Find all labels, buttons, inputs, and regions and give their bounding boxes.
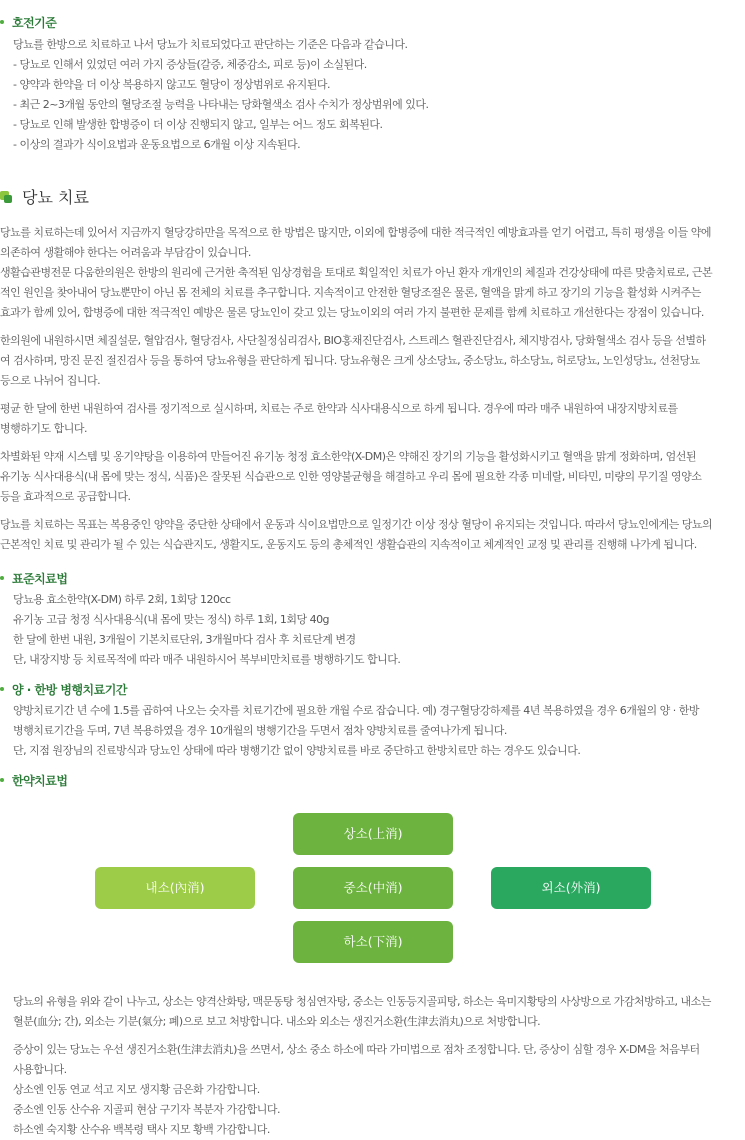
cure-criteria-heading: 호전기준 [0,14,56,31]
herbal-paragraph-2: 증상이 있는 당뇨는 우선 생진거소환(生津去消丸)을 쓰면서, 상소 중소 하소에 따라 가미법으로 점차 조정합니다. 단, 증상이 심할 경우 X-DM을 처음부터 사용합니다. 상소엔 인동 연교 석고 지모 생지황 금은화 가감합니다. 중소엔 인동 산수유 지골피 현삼 구기자 복분자 가감합니다. 하소엔 숙지황 산수유 백복령 택사 지모 황백 가감합니다. [13,1043,700,1136]
leaf-icon [0,191,12,203]
list-item: - 양약과 한약을 더 이상 복용하지 않고도 혈당이 정상범위로 유지된다. [13,78,330,91]
treatment-paragraph-1: 당뇨를 치료하는데 있어서 지금까지 혈당강하만을 목적으로 한 방법은 많지만, 이외에 합병증에 대한 적극적인 예방효과를 얻기 어렵고, 특히 평생을 이들 약에 의존하여 생활해야 한다는 어려움과 부담감이 있습니다. 생활습관병전문 다움한의원은 한방의 원리에 근거한 축적된 임상경험을 토대로 획일적인 치료가 아닌 환자 개개인의 체질과 건강상태에 따른 맞춤치료로, 근본 적인 원인을 찾아내어 당뇨뿐만이 아닌 몸 전체의 치료를 추구합니다. 지속적이고 안전한 혈당조절은 물론, 혈액을 맑게 하고 장기의 기능을 활성화 시켜주는 효과가 함께 있어, 합병증에 대한 적극적인 예방은 물론 당뇨인이 갖고 있는 당뇨이외의 여러 가지 불편한 문제를 함께 치료하고 개선한다는 장점이 있습니다. [0,226,713,319]
standard-heading: 표준치료법 [0,570,67,587]
diagram-inner-box: 내소(內消) [95,867,255,909]
diagram-outer-box: 외소(外消) [491,867,651,909]
treatment-paragraph-3: 평균 한 달에 한번 내원하여 검사를 정기적으로 실시하며, 치료는 주로 한약과 식사대용식으로 하게 됩니다. 경우에 따라 매주 내원하여 내장지방치료를 병행하기도 합니다. [0,402,678,435]
list-item: - 당뇨로 인해 발생한 합병증이 더 이상 진행되지 않고, 일부는 어느 정도 회복된다. [13,118,383,131]
list-item: - 최근 2~3개월 동안의 혈당조절 능력을 나타내는 당화혈색소 검사 수치가 정상범위에 있다. [13,98,429,111]
list-item: 병행치료기간을 두며, 7년 복용하였을 경우 10개월의 병행기간을 두면서 점차 양방치료를 줄여나가게 됩니다. [13,724,507,737]
treatment-paragraph-4: 차별화된 약재 시스템 및 옹기약탕을 이용하여 만들어진 유기농 청정 효소한약(X-DM)은 약해진 장기의 기능을 활성화시키고 혈액을 맑게 정화하며, 엄선된 유기농 식사대용식(내 몸에 맞는 정식, 식품)은 잘못된 식습관으로 인한 영양불균형을 해결하고 우리 몸에 필요한 각종 미네랄, 비타민, 미량의 무기질 영양소 등을 효과적으로 공급합니다. [0,450,702,503]
list-item: - 이상의 결과가 식이요법과 운동요법으로 6개월 이상 지속된다. [13,138,301,151]
bullet-dot-icon [0,576,4,580]
standard-list [13,590,743,670]
herbal-paragraph-1: 당뇨의 유형을 위와 같이 나누고, 상소는 양격산화탕, 맥문동탕 청심연자탕, 중소는 인동등지골피탕, 하소는 육미지황탕의 사상방으로 가감처방하고, 내소는 혈분(血分; 간), 외소는 기분(氣分; 폐)으로 보고 처방합니다. 내소와 외소는 생진거소환(生津去消丸)으로 처방합니다. [13,995,711,1028]
diagram-upper-box: 상소(上消) [293,813,453,855]
list-item: 유기농 고급 청정 식사대용식(내 몸에 맞는 정식) 하루 1회, 1회당 40g [13,613,330,626]
list-item: 단, 내장지방 등 치료목적에 따라 매주 내원하시어 복부비만치료를 병행하기도 합니다. [13,653,401,666]
herbal-heading: 한약치료법 [0,772,67,789]
bullet-dot-icon [0,20,4,24]
list-item: 단, 지점 원장님의 진료방식과 당뇨인 상태에 따라 병행기간 없이 양방치료를 바로 중단하고 한방치료만 하는 경우도 있습니다. [13,744,581,757]
section-title: 당뇨 치료 [0,186,89,210]
diagram-lower-box: 하소(下消) [293,921,453,963]
list-item: 한 달에 한번 내원, 3개월이 기본치료단위, 3개월마다 검사 후 치료단계 변경 [13,633,356,646]
list-item: 당뇨를 한방으로 치료하고 나서 당뇨가 치료되었다고 판단하는 기준은 다음과 같습니다. [13,38,408,51]
treatment-paragraph-5: 당뇨를 치료하는 목표는 복용중인 양약을 중단한 상태에서 운동과 식이요법만으로 일정기간 이상 정상 혈당이 유지되는 것입니다. 따라서 당뇨인에게는 당뇨의 근본적인 치료 및 관리가 될 수 있는 식습관지도, 생활지도, 운동지도 등의 총체적인 생활습관의 지속적이고 체계적인 교정 및 관리를 진행해 나가게 됩니다. [0,518,713,551]
combined-heading: 양 · 한방 병행치료기간 [0,681,127,698]
list-item: 당뇨용 효소한약(X-DM) 하루 2회, 1회당 120cc [13,593,231,606]
treatment-paragraph-2: 한의원에 내원하시면 체질설문, 혈압검사, 혈당검사, 사단칠정심리검사, BIO홍채진단검사, 스트레스 혈관진단검사, 체지방검사, 당화혈색소 검사 등을 선별하 여 검사하며, 망진 문진 절진검사 등을 통하여 당뇨유형을 판단하게 됩니다. 당뇨유형은 크게 상소당뇨, 중소당뇨, 하소당뇨, 허로당뇨, 노인성당뇨, 선천당뇨 등으로 나뉘어 집니다. [0,334,706,387]
bullet-dot-icon [0,687,4,691]
list-item: - 당뇨로 인해서 있었던 여러 가지 증상들(갈증, 체중감소, 피로 등)이 소실된다. [13,58,367,71]
list-item: 양방치료기간 년 수에 1.5를 곱하여 나오는 숫자를 치료기간에 필요한 개월 수로 잡습니다. 예) 경구혈당강하제를 4년 복용하였을 경우 6개월의 양 · 한방 [13,704,700,717]
cure-criteria-list [13,35,743,155]
combined-list [13,701,743,761]
diagram-middle-box: 중소(中消) [293,867,453,909]
bullet-dot-icon [0,778,4,782]
